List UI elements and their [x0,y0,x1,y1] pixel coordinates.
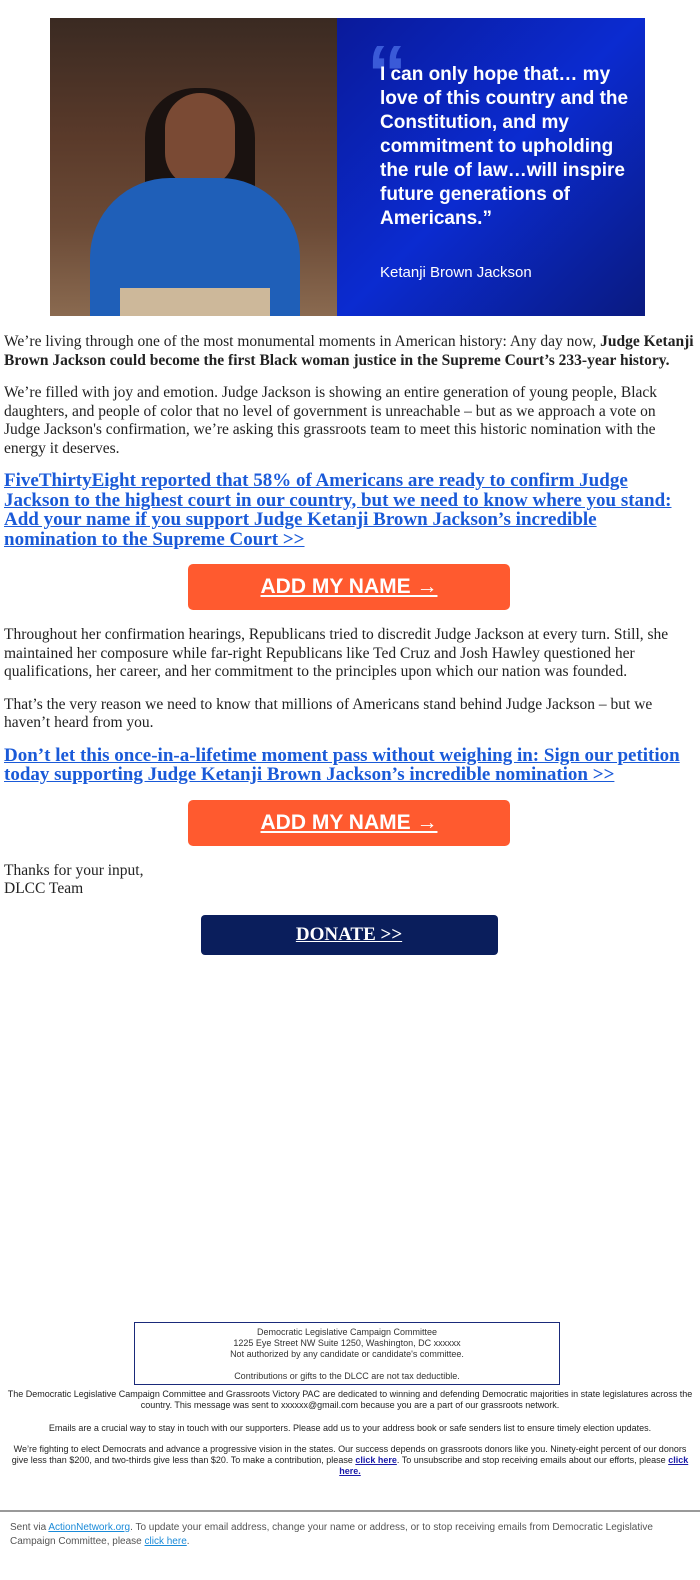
tax-notice: Contributions or gifts to the DLCC are not tax deductible. [234,1371,460,1381]
intro-text: We’re living through one of the most monumental moments in American history: Any day now, [4,333,601,350]
hero-image [50,18,645,316]
email-body [4,333,694,971]
petition-link-2[interactable]: Don’t let this once-in-a-lifetime moment pass without weighing in: Sign our petition today supporting Judge Ketanji Brown Jackson’s incredible nomination >> [4,744,680,785]
donors-text: We’re fighting to elect Democrats and advance a progressive vision in the states. Our success depends on grassroots donors like you. Ninety-eight percent of our donors give less than $200, and two-thirds give less than $20. To make a contribution, please [11,1444,687,1465]
paragraph-2: We’re filled with joy and emotion. Judge Jackson is showing an entire generation of young people, Black daughters, and people of color that no level of government is unreachable – but as we approach a vote on Judge Jackson's confirmation, we’re asking this grassroots team to meet this historic nomination with the energy it deserves. [4,384,658,457]
donate-button[interactable]: DONATE >> [201,915,498,955]
sent-via-footer [10,1521,680,1549]
quote-attribution: Ketanji Brown Jackson [380,264,532,281]
add-my-name-button-2[interactable]: ADD MY NAME → [188,800,510,846]
unsubscribe-link[interactable]: click here. [339,1455,689,1476]
paragraph-intro [4,333,694,370]
add-my-name-button-1[interactable]: ADD MY NAME → [188,564,510,610]
unsubscribe-text: . To unsubscribe and stop receiving emails about our efforts, please [396,1455,669,1465]
actionnetwork-link[interactable]: ActionNetwork.org [48,1522,131,1533]
photo-judge-jackson [50,18,337,316]
org-address: 1225 Eye Street NW Suite 1250, Washington, DC xxxxxx [233,1338,461,1348]
divider [0,1510,700,1512]
quote-panel [337,18,645,316]
footer-donors [5,1444,695,1477]
footer-mission: The Democratic Legislative Campaign Committee and Grassroots Victory PAC are dedicated to winning and defending Democratic majorities in state legislatures across the country. This message was sent to xxxxxx@gmail.com because you are a part of our grassroots network. [7,1389,693,1410]
signoff-line-1: Thanks for your input, [4,861,144,879]
sent-via-text: Sent via [10,1522,49,1533]
paragraph-3: Throughout her confirmation hearings, Republicans tried to discredit Judge Jackson at every turn. Still, she maintained her composure while far-right Republicans like Ted Cruz and Josh Hawley questioned her qualifications, her career, and her commitment to the principles upon which our nation was founded. [4,626,669,680]
period: . [186,1536,190,1547]
petition-link-1[interactable]: FiveThirtyEight reported that 58% of Americans are ready to confirm Judge Jackson to the highest court in our country, but we need to know where you stand: Add your name if you support Judge Ketanji Brown Jackson’s incredible nomination to the Supreme Court >> [4,470,672,550]
manage-email-link[interactable]: click here [144,1536,187,1547]
legal-box [134,1322,560,1385]
org-name: Democratic Legislative Campaign Committee [256,1327,438,1337]
footer-safe-senders: Emails are a crucial way to stay in touch with our supporters. Please add us to your address book or safe senders list to ensure timely election updates. [48,1423,652,1433]
contribute-link[interactable]: click here [355,1455,397,1465]
quote-mark-icon: “ [367,29,407,118]
paragraph-4: That’s the very reason we need to know that millions of Americans stand behind Judge Jackson – but we haven’t heard from you. [4,695,653,731]
signoff-line-2: DLCC Team [4,880,84,897]
quote-text: I can only hope that… my love of this country and the Constitution, and my commitment to upholding the rule of law…will inspire future generations of Americans.” [380,64,629,229]
disclaimer: Not authorized by any candidate or candidate's committee. [230,1349,464,1359]
intro-bold: Judge Ketanji Brown Jackson could become the first Black woman justice in the Supreme Court’s 233-year history. [4,333,694,369]
update-text: . To update your email address, change your name or address, or to stop receiving emails from Democratic Legislative Campaign Committee, please [10,1522,653,1547]
